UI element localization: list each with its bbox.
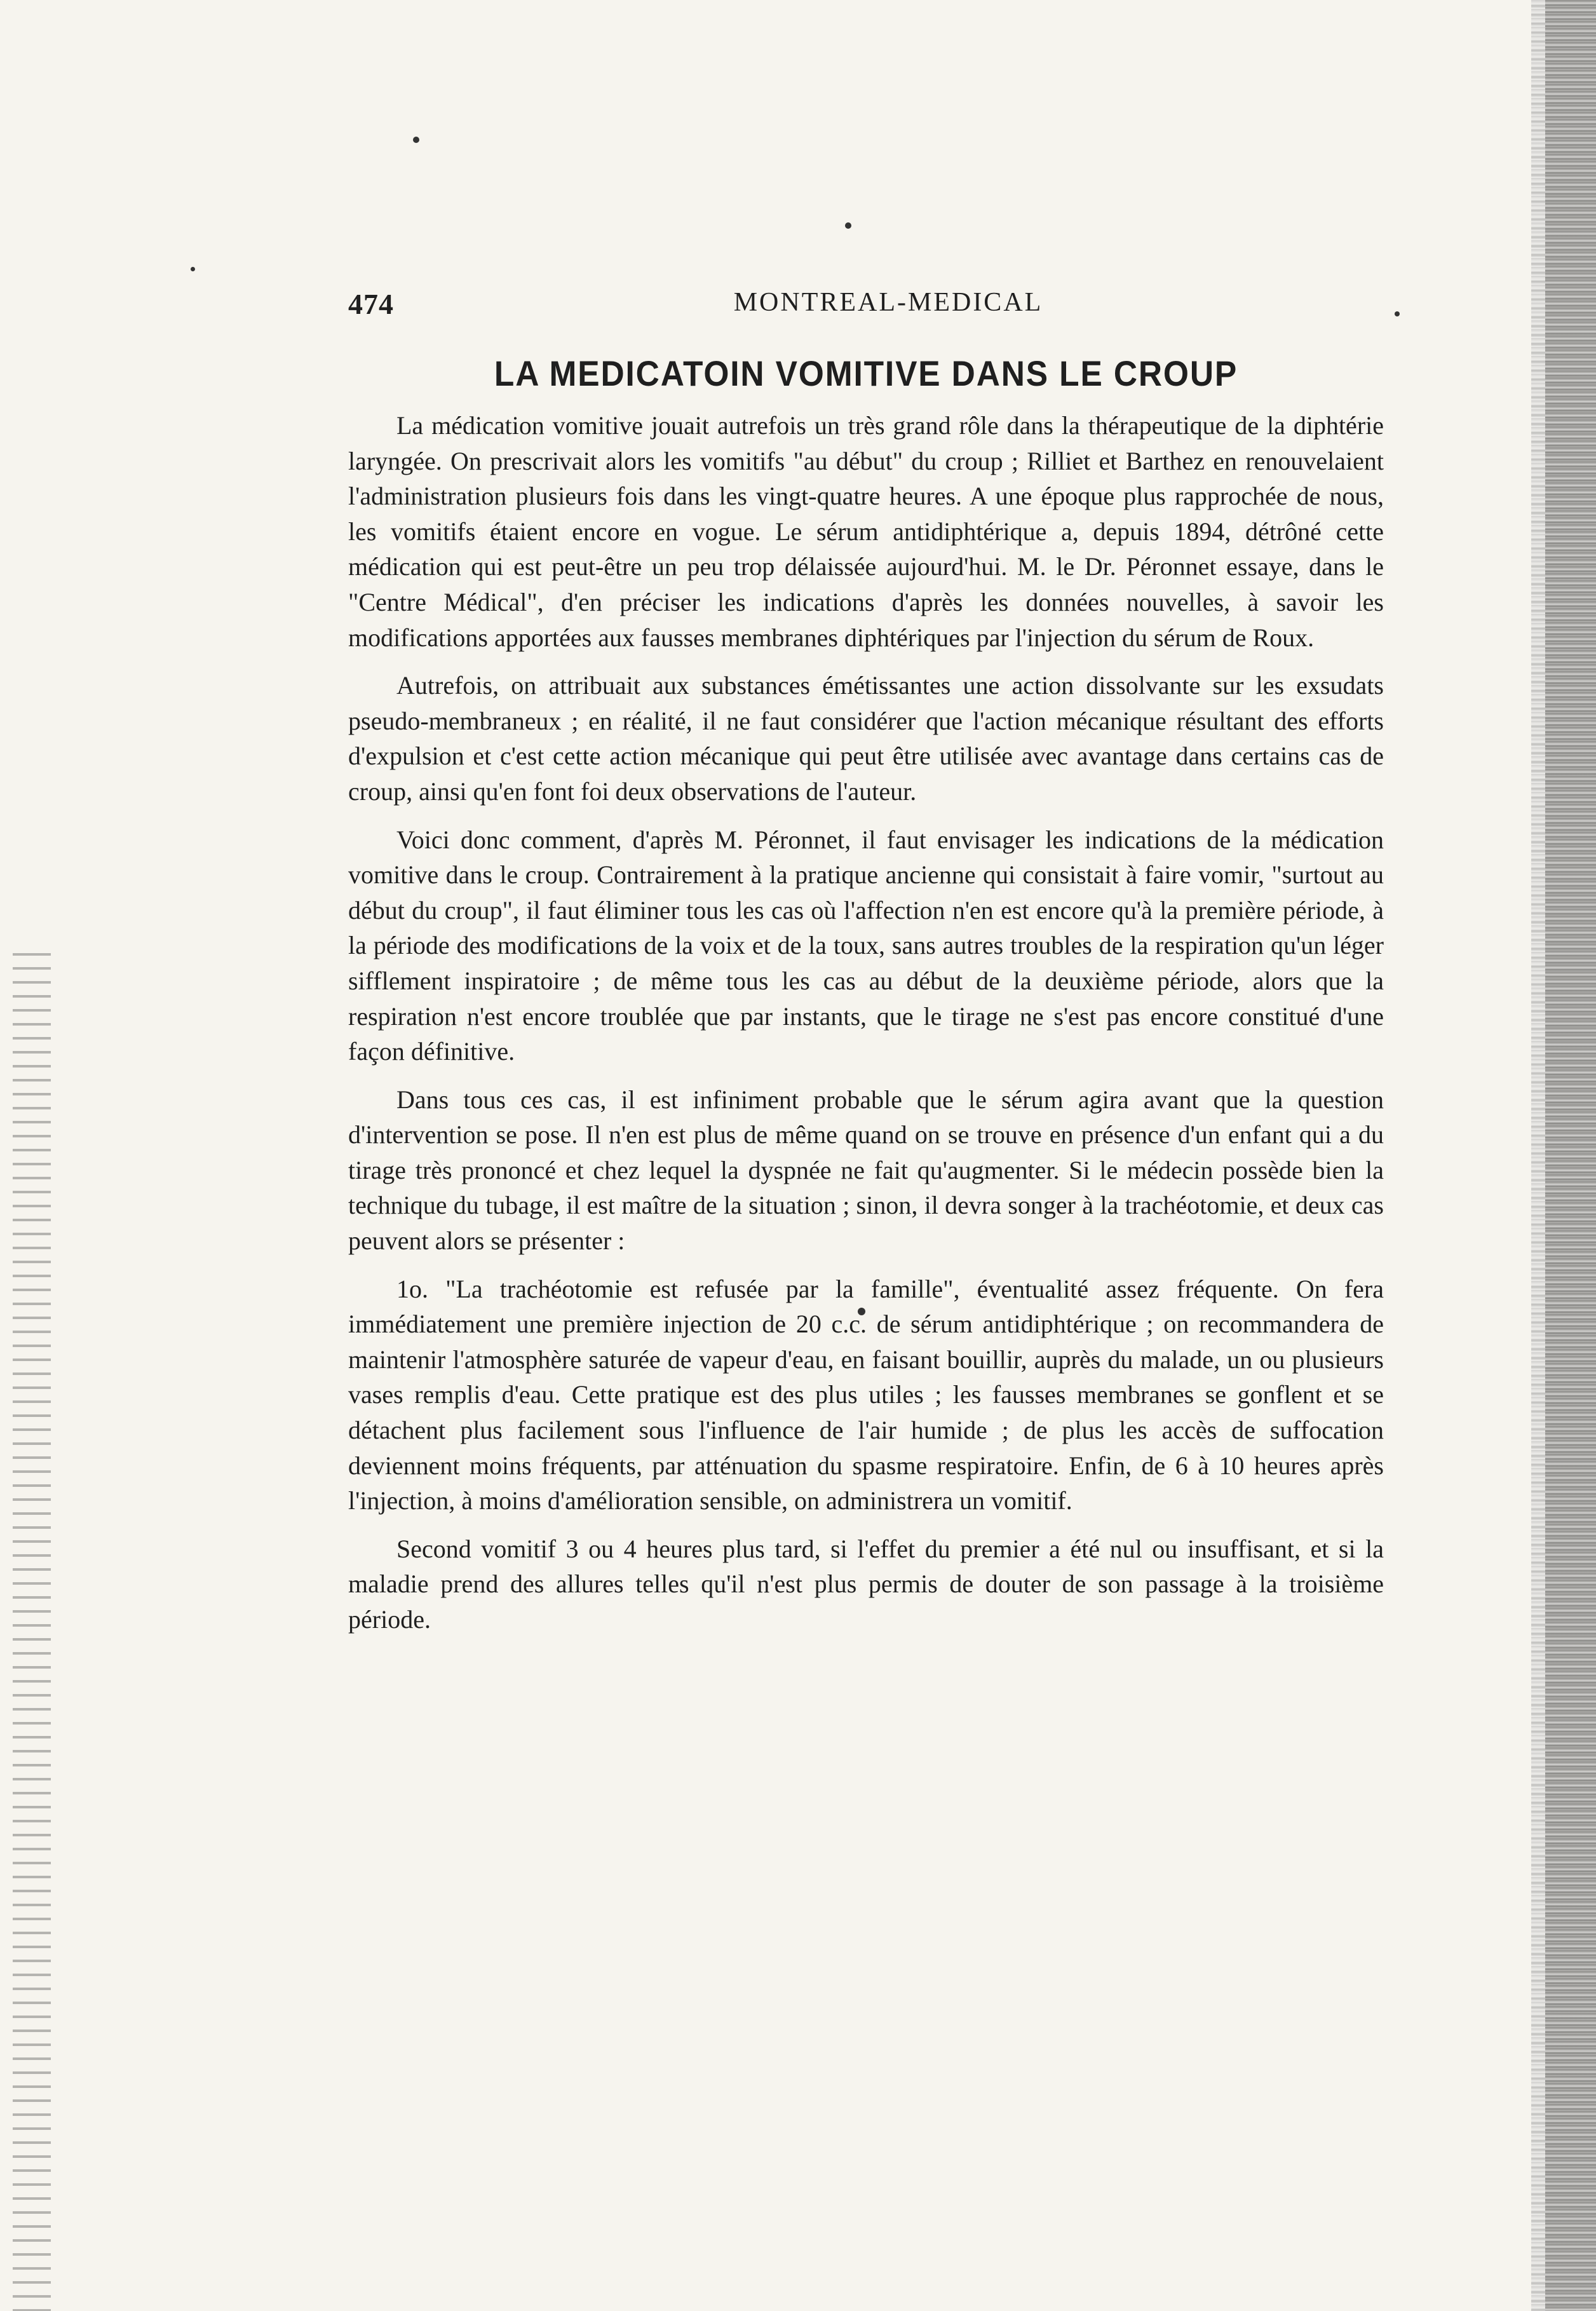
paragraph: Dans tous ces cas, il est infiniment probable que le sérum agira avant que la question d'intervention se pose. Il n'en est plus de même quand on se trouve en présence d'un enfant qui a du tirage très prononcé et chez lequel la dyspnée ne fait qu'augmenter. Si le médecin possède bien la technique du tubage, il est maître de la situation ; sinon, il devra songer à la trachéotomie, et deux cas peuvent alors se présenter :: [348, 1085, 1384, 1256]
binding-shadow: [1531, 0, 1545, 2311]
scan-speck: [413, 137, 419, 143]
page-number: 474: [348, 288, 394, 320]
scan-speck: [1395, 311, 1400, 316]
article-body: [348, 408, 1384, 1650]
binding-edge: [1545, 0, 1596, 2311]
paragraph: Autrefois, on attribuait aux substances émétissantes une action dissolvante sur les exsudats pseudo-membraneux ; en réalité, il ne faut considérer que l'action mécanique résultant des efforts d'expulsion et c'est cette action mécanique qui peut être utilisée avec avantage dans certains cas de croup, ainsi qu'en font foi deux observations de l'auteur.: [348, 671, 1384, 806]
article-title: LA MEDICATOIN VOMITIVE DANS LE CROUP: [494, 353, 1238, 393]
paragraph: 1o. "La trachéotomie est refusée par la famille", éventualité assez fréquente. On fera immédiatement une première injection de 20 c.c. de sérum antidiphtérique ; on recommandera de maintenir l'atmosphère saturée de vapeur d'eau, en faisant bouillir, auprès du malade, un ou plusieurs vases remplis d'eau. Cette pratique est des plus utiles ; les fausses membranes se gonflent et se détachent plus facilement sous l'influence de l'air humide ; de plus les accès de suffocation deviennent moins fréquents, par atténuation du spasme respiratoire. Enfin, de 6 à 10 heures après l'injection, à moins d'amélioration sensible, on administrera un vomitif.: [348, 1274, 1384, 1515]
paragraph: Voici donc comment, d'après M. Péronnet, il faut envisager les indications de la médication vomitive dans le croup. Contrairement à la pratique ancienne qui consistait à faire vomir, "surtout au début du croup", il faut éliminer tous les cas où l'affection n'en est encore qu'à la première période, à la période des modifications de la voix et de la toux, sans autres troubles de la respiration qu'un léger sifflement inspiratoire ; de même tous les cas au début de la deuxième période, alors que la respiration n'est encore troublée que par instants, que le tirage ne s'est pas encore constitué d'une façon définitive.: [348, 825, 1384, 1066]
scan-speck: [845, 222, 851, 229]
page-header: [348, 287, 1384, 325]
left-margin-noise: [13, 953, 51, 2311]
scan-speck: [191, 267, 195, 271]
running-head: MONTREAL-MEDICAL: [733, 288, 1043, 317]
paragraph: La médication vomitive jouait autrefois un très grand rôle dans la thérapeutique de la diphtérie laryngée. On prescrivait alors les vomitifs "au début" du croup ; Rilliet et Barthez en renouvelaient l'administration plusieurs fois dans les vingt-quatre heures. A une époque plus rapprochée de nous, les vomitifs étaient encore en vogue. Le sérum antidiphtérique a, depuis 1894, détrôné cette médication qui est peut-être un peu trop délaissée aujourd'hui. M. le Dr. Péronnet essaye, dans le "Centre Médical", d'en préciser les indications d'après les données nouvelles, à savoir les modifications apportées aux fausses membranes diphtériques par l'injection du sérum de Roux.: [348, 411, 1384, 652]
paragraph: Second vomitif 3 ou 4 heures plus tard, si l'effet du premier a été nul ou insuffisant, et si la maladie prend des allures telles qu'il n'est plus permis de douter de son passage à la troisième période.: [348, 1534, 1384, 1634]
